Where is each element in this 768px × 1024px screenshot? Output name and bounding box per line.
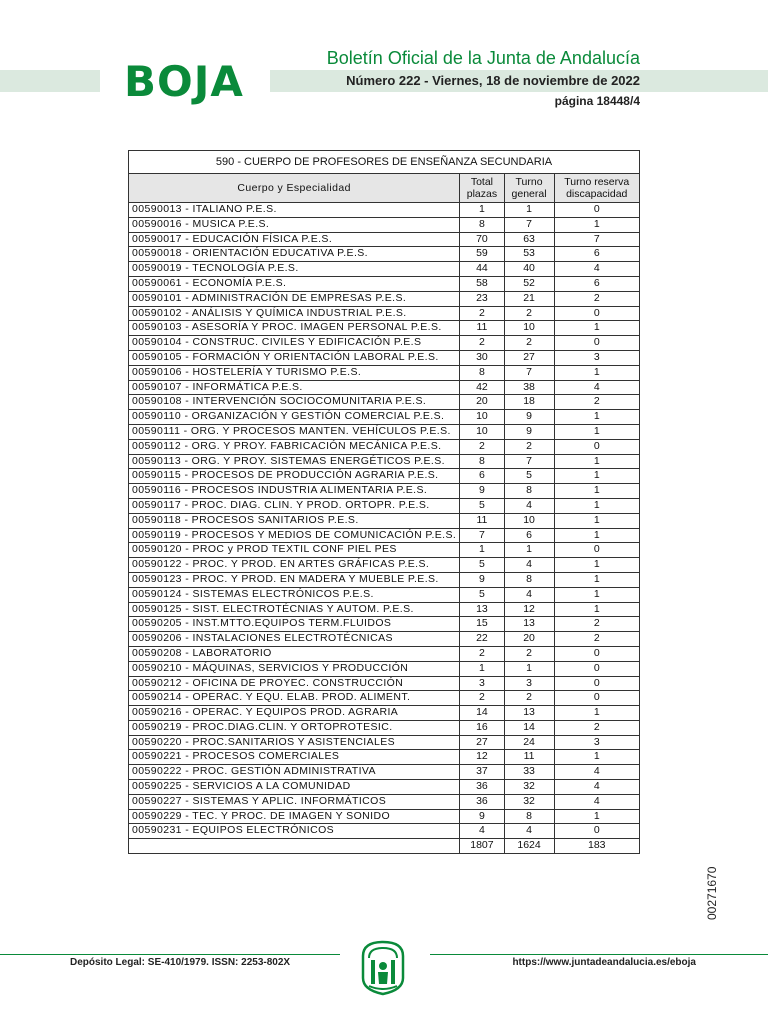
table-row: [129, 617, 640, 632]
reserve-cell: 4: [554, 794, 640, 809]
reserve-cell: 4: [554, 780, 640, 795]
speciality-cell: 00590117 - PROC. DIAG. CLIN. Y PROD. ORTOPR. P.E.S.: [129, 498, 460, 513]
total-cell: 58: [460, 276, 504, 291]
column-header-general-l2: general: [511, 188, 547, 200]
reserve-cell: 0: [554, 691, 640, 706]
vacancies-table: [128, 150, 640, 854]
table-row: [129, 809, 640, 824]
table-row: [129, 587, 640, 602]
total-cell: 5: [460, 558, 504, 573]
reserve-cell: 1: [554, 528, 640, 543]
table-row: [129, 661, 640, 676]
totals-row: [129, 839, 640, 854]
table-row: [129, 365, 640, 380]
general-cell: 8: [504, 809, 554, 824]
general-cell: 9: [504, 410, 554, 425]
speciality-cell: 00590125 - SIST. ELECTROTÉCNIAS Y AUTOM. P.E.S.: [129, 602, 460, 617]
legal-deposit: Depósito Legal: SE-410/1979. ISSN: 2253-802X: [70, 957, 291, 968]
total-cell: 8: [460, 217, 504, 232]
total-general: 1624: [504, 839, 554, 854]
publication-title: Boletín Oficial de la Junta de Andalucía: [326, 48, 640, 68]
total-reserve: 183: [554, 839, 640, 854]
total-cell: 2: [460, 306, 504, 321]
general-cell: 7: [504, 217, 554, 232]
table-row: [129, 232, 640, 247]
totals-label-cell: [129, 839, 460, 854]
table-row: [129, 498, 640, 513]
general-cell: 2: [504, 306, 554, 321]
reserve-cell: 1: [554, 454, 640, 469]
table-title: 590 - CUERPO DE PROFESORES DE ENSEÑANZA SECUNDARIA: [129, 151, 640, 174]
general-cell: 27: [504, 350, 554, 365]
total-cell: 20: [460, 395, 504, 410]
table-row: [129, 691, 640, 706]
reserve-cell: 4: [554, 380, 640, 395]
speciality-cell: 00590103 - ASESORÍA Y PROC. IMAGEN PERSONAL P.E.S.: [129, 321, 460, 336]
table-row: [129, 321, 640, 336]
total-cell: 2: [460, 691, 504, 706]
footer-rule-left: [0, 954, 340, 955]
general-cell: 21: [504, 291, 554, 306]
table-row: [129, 395, 640, 410]
general-cell: 7: [504, 454, 554, 469]
total-cell: 27: [460, 735, 504, 750]
general-cell: 8: [504, 572, 554, 587]
column-header-name: Cuerpo y Especialidad: [129, 174, 460, 203]
table-row: [129, 780, 640, 795]
total-cell: 10: [460, 424, 504, 439]
reserve-cell: 1: [554, 558, 640, 573]
speciality-cell: 00590122 - PROC. Y PROD. EN ARTES GRÁFICAS P.E.S.: [129, 558, 460, 573]
general-cell: 32: [504, 780, 554, 795]
column-header-general: [504, 174, 554, 203]
speciality-cell: 00590104 - CONSTRUC. CIVILES Y EDIFICACIÓN P.E.S: [129, 336, 460, 351]
general-cell: 13: [504, 617, 554, 632]
speciality-cell: 00590113 - ORG. Y PROY. SISTEMAS ENERGÉTICOS P.E.S.: [129, 454, 460, 469]
total-cell: 2: [460, 646, 504, 661]
general-cell: 10: [504, 321, 554, 336]
table-row: [129, 720, 640, 735]
reserve-cell: 1: [554, 706, 640, 721]
speciality-cell: 00590210 - MÁQUINAS, SERVICIOS Y PRODUCCIÓN: [129, 661, 460, 676]
speciality-cell: 00590017 - EDUCACIÓN FÍSICA P.E.S.: [129, 232, 460, 247]
reserve-cell: 0: [554, 203, 640, 218]
total-cell: 36: [460, 794, 504, 809]
total-cell: 14: [460, 706, 504, 721]
general-cell: 1: [504, 203, 554, 218]
speciality-cell: 00590222 - PROC. GESTIÓN ADMINISTRATIVA: [129, 765, 460, 780]
general-cell: 9: [504, 424, 554, 439]
reserve-cell: 6: [554, 276, 640, 291]
total-cell: 7: [460, 528, 504, 543]
general-cell: 33: [504, 765, 554, 780]
general-cell: 1: [504, 543, 554, 558]
speciality-cell: 00590227 - SISTEMAS Y APLIC. INFORMÁTICOS: [129, 794, 460, 809]
reserve-cell: 1: [554, 469, 640, 484]
speciality-cell: 00590120 - PROC y PROD TEXTIL CONF PIEL PES: [129, 543, 460, 558]
table-row: [129, 247, 640, 262]
table-row: [129, 484, 640, 499]
total-cell: 4: [460, 824, 504, 839]
general-cell: 2: [504, 646, 554, 661]
general-cell: 4: [504, 558, 554, 573]
total-cell: 11: [460, 321, 504, 336]
general-cell: 11: [504, 750, 554, 765]
general-cell: 24: [504, 735, 554, 750]
speciality-cell: 00590214 - OPERAC. Y EQU. ELAB. PROD. ALIMENT.: [129, 691, 460, 706]
speciality-cell: 00590206 - INSTALACIONES ELECTROTÉCNICAS: [129, 632, 460, 647]
reserve-cell: 4: [554, 765, 640, 780]
total-cell: 9: [460, 572, 504, 587]
general-cell: 6: [504, 528, 554, 543]
general-cell: 10: [504, 513, 554, 528]
general-cell: 8: [504, 484, 554, 499]
speciality-cell: 00590061 - ECONOMÍA P.E.S.: [129, 276, 460, 291]
total-cell: 36: [460, 780, 504, 795]
total-cell: 16: [460, 720, 504, 735]
issue-line: Número 222 - Viernes, 18 de noviembre de 2022: [346, 73, 640, 88]
reserve-cell: 0: [554, 646, 640, 661]
table-row: [129, 794, 640, 809]
table-row: [129, 646, 640, 661]
speciality-cell: 00590124 - SISTEMAS ELECTRÓNICOS P.E.S.: [129, 587, 460, 602]
total-cell: 5: [460, 498, 504, 513]
reserve-cell: 3: [554, 735, 640, 750]
reserve-cell: 1: [554, 424, 640, 439]
table-row: [129, 513, 640, 528]
table-row: [129, 380, 640, 395]
reserve-cell: 1: [554, 513, 640, 528]
reserve-cell: 2: [554, 632, 640, 647]
speciality-cell: 00590013 - ITALIANO P.E.S.: [129, 203, 460, 218]
speciality-cell: 00590111 - ORG. Y PROCESOS MANTEN. VEHÍCULOS P.E.S.: [129, 424, 460, 439]
reserve-cell: 0: [554, 661, 640, 676]
total-cell: 3: [460, 676, 504, 691]
general-cell: 38: [504, 380, 554, 395]
general-cell: 2: [504, 336, 554, 351]
reserve-cell: 1: [554, 602, 640, 617]
general-cell: 4: [504, 824, 554, 839]
speciality-cell: 00590231 - EQUIPOS ELECTRÓNICOS: [129, 824, 460, 839]
reserve-cell: 3: [554, 350, 640, 365]
speciality-cell: 00590016 - MUSICA P.E.S.: [129, 217, 460, 232]
reserve-cell: 2: [554, 395, 640, 410]
table-row: [129, 735, 640, 750]
speciality-cell: 00590112 - ORG. Y PROY. FABRICACIÓN MECÁNICA P.E.S.: [129, 439, 460, 454]
total-cell: 1: [460, 203, 504, 218]
general-cell: 18: [504, 395, 554, 410]
reserve-cell: 1: [554, 217, 640, 232]
reserve-cell: 2: [554, 617, 640, 632]
total-cell: 2: [460, 336, 504, 351]
table-row: [129, 528, 640, 543]
column-header-total-l2: plazas: [466, 188, 498, 200]
table-row: [129, 469, 640, 484]
speciality-cell: 00590116 - PROCESOS INDUSTRIA ALIMENTARIA P.E.S.: [129, 484, 460, 499]
speciality-cell: 00590018 - ORIENTACIÓN EDUCATIVA P.E.S.: [129, 247, 460, 262]
column-header-reserve-l1: Turno reserva: [564, 176, 630, 188]
table-row: [129, 291, 640, 306]
speciality-cell: 00590208 - LABORATORIO: [129, 646, 460, 661]
table-row: [129, 824, 640, 839]
footer-rule-right: [430, 954, 768, 955]
table-row: [129, 217, 640, 232]
reserve-cell: 0: [554, 336, 640, 351]
total-cell: 70: [460, 232, 504, 247]
reserve-cell: 1: [554, 365, 640, 380]
general-cell: 32: [504, 794, 554, 809]
speciality-cell: 00590110 - ORGANIZACIÓN Y GESTIÓN COMERCIAL P.E.S.: [129, 410, 460, 425]
general-cell: 13: [504, 706, 554, 721]
speciality-cell: 00590220 - PROC.SANITARIOS Y ASISTENCIALES: [129, 735, 460, 750]
general-cell: 5: [504, 469, 554, 484]
general-cell: 63: [504, 232, 554, 247]
general-cell: 14: [504, 720, 554, 735]
boja-logo: BOJA: [124, 57, 244, 106]
table-row: [129, 410, 640, 425]
reserve-cell: 1: [554, 484, 640, 499]
general-cell: 4: [504, 498, 554, 513]
table-row: [129, 765, 640, 780]
general-cell: 20: [504, 632, 554, 647]
table-row: [129, 602, 640, 617]
document-code: 00271670: [705, 866, 719, 920]
table-body: [129, 203, 640, 839]
total-cell: 12: [460, 750, 504, 765]
total-cell: 9: [460, 484, 504, 499]
table-row: [129, 439, 640, 454]
reserve-cell: 1: [554, 587, 640, 602]
total-cell: 10: [460, 410, 504, 425]
total-cell: 2: [460, 439, 504, 454]
table-row: [129, 276, 640, 291]
table-row: [129, 306, 640, 321]
total-cell: 11: [460, 513, 504, 528]
general-cell: 40: [504, 262, 554, 277]
column-header-general-l1: Turno: [515, 176, 543, 188]
table-row: [129, 632, 640, 647]
total-cell: 44: [460, 262, 504, 277]
total-cell: 1: [460, 543, 504, 558]
reserve-cell: 1: [554, 809, 640, 824]
speciality-cell: 00590229 - TEC. Y PROC. DE IMAGEN Y SONIDO: [129, 809, 460, 824]
reserve-cell: 0: [554, 824, 640, 839]
speciality-cell: 00590205 - INST.MTTO.EQUIPOS TERM.FLUIDOS: [129, 617, 460, 632]
speciality-cell: 00590106 - HOSTELERÍA Y TURISMO P.E.S.: [129, 365, 460, 380]
general-cell: 53: [504, 247, 554, 262]
table-row: [129, 572, 640, 587]
speciality-cell: 00590107 - INFORMÁTICA P.E.S.: [129, 380, 460, 395]
column-header-reserve: [554, 174, 640, 203]
table-row: [129, 454, 640, 469]
table-row: [129, 676, 640, 691]
general-cell: 4: [504, 587, 554, 602]
speciality-cell: 00590216 - OPERAC. Y EQUIPOS PROD. AGRARIA: [129, 706, 460, 721]
reserve-cell: 1: [554, 410, 640, 425]
total-cell: 37: [460, 765, 504, 780]
general-cell: 1: [504, 661, 554, 676]
table-row: [129, 424, 640, 439]
column-header-total-l1: Total: [470, 176, 493, 188]
general-cell: 52: [504, 276, 554, 291]
speciality-cell: 00590221 - PROCESOS COMERCIALES: [129, 750, 460, 765]
junta-andalucia-seal-icon: [359, 938, 407, 996]
total-cell: 8: [460, 454, 504, 469]
footer-url[interactable]: https://www.juntadeandalucia.es/eboja: [512, 957, 696, 968]
reserve-cell: 1: [554, 750, 640, 765]
general-cell: 7: [504, 365, 554, 380]
table-row: [129, 350, 640, 365]
speciality-cell: 00590101 - ADMINISTRACIÓN DE EMPRESAS P.E.S.: [129, 291, 460, 306]
total-cell: 9: [460, 809, 504, 824]
reserve-cell: 2: [554, 291, 640, 306]
speciality-cell: 00590212 - OFICINA DE PROYEC. CONSTRUCCIÓN: [129, 676, 460, 691]
total-cell: 23: [460, 291, 504, 306]
page-number: página 18448/4: [554, 94, 640, 108]
speciality-cell: 00590123 - PROC. Y PROD. EN MADERA Y MUEBLE P.E.S.: [129, 572, 460, 587]
reserve-cell: 0: [554, 543, 640, 558]
table-row: [129, 558, 640, 573]
table-row: [129, 706, 640, 721]
reserve-cell: 7: [554, 232, 640, 247]
table-row: [129, 203, 640, 218]
total-cell: 22: [460, 632, 504, 647]
general-cell: 12: [504, 602, 554, 617]
column-header-reserve-l2: discapacidad: [566, 188, 628, 200]
total-cell: 13: [460, 602, 504, 617]
general-cell: 2: [504, 439, 554, 454]
reserve-cell: 0: [554, 306, 640, 321]
speciality-cell: 00590105 - FORMACIÓN Y ORIENTACIÓN LABORAL P.E.S.: [129, 350, 460, 365]
reserve-cell: 0: [554, 676, 640, 691]
total-cell: 59: [460, 247, 504, 262]
speciality-cell: 00590102 - ANÁLISIS Y QUÍMICA INDUSTRIAL P.E.S.: [129, 306, 460, 321]
reserve-cell: 1: [554, 321, 640, 336]
reserve-cell: 6: [554, 247, 640, 262]
total-cell: 5: [460, 587, 504, 602]
speciality-cell: 00590019 - TECNOLOGÍA P.E.S.: [129, 262, 460, 277]
speciality-cell: 00590108 - INTERVENCIÓN SOCIOCOMUNITARIA P.E.S.: [129, 395, 460, 410]
reserve-cell: 1: [554, 498, 640, 513]
table-row: [129, 262, 640, 277]
speciality-cell: 00590118 - PROCESOS SANITARIOS P.E.S.: [129, 513, 460, 528]
table-header-row: [129, 174, 640, 203]
reserve-cell: 4: [554, 262, 640, 277]
table-title-row: [129, 151, 640, 174]
speciality-cell: 00590119 - PROCESOS Y MEDIOS DE COMUNICACIÓN P.E.S.: [129, 528, 460, 543]
table-row: [129, 750, 640, 765]
speciality-cell: 00590219 - PROC.DIAG.CLIN. Y ORTOPROTESIC.: [129, 720, 460, 735]
general-cell: 3: [504, 676, 554, 691]
general-cell: 2: [504, 691, 554, 706]
table-row: [129, 543, 640, 558]
reserve-cell: 0: [554, 439, 640, 454]
column-header-total: [460, 174, 504, 203]
total-cell: 8: [460, 365, 504, 380]
speciality-cell: 00590225 - SERVICIOS A LA COMUNIDAD: [129, 780, 460, 795]
table-row: [129, 336, 640, 351]
total-cell: 6: [460, 469, 504, 484]
total-cell: 1: [460, 661, 504, 676]
total-cell: 15: [460, 617, 504, 632]
total-cell: 30: [460, 350, 504, 365]
total-cell: 42: [460, 380, 504, 395]
total-plazas: 1807: [460, 839, 504, 854]
speciality-cell: 00590115 - PROCESOS DE PRODUCCIÓN AGRARIA P.E.S.: [129, 469, 460, 484]
reserve-cell: 1: [554, 572, 640, 587]
reserve-cell: 2: [554, 720, 640, 735]
header-band-left: [0, 70, 100, 92]
